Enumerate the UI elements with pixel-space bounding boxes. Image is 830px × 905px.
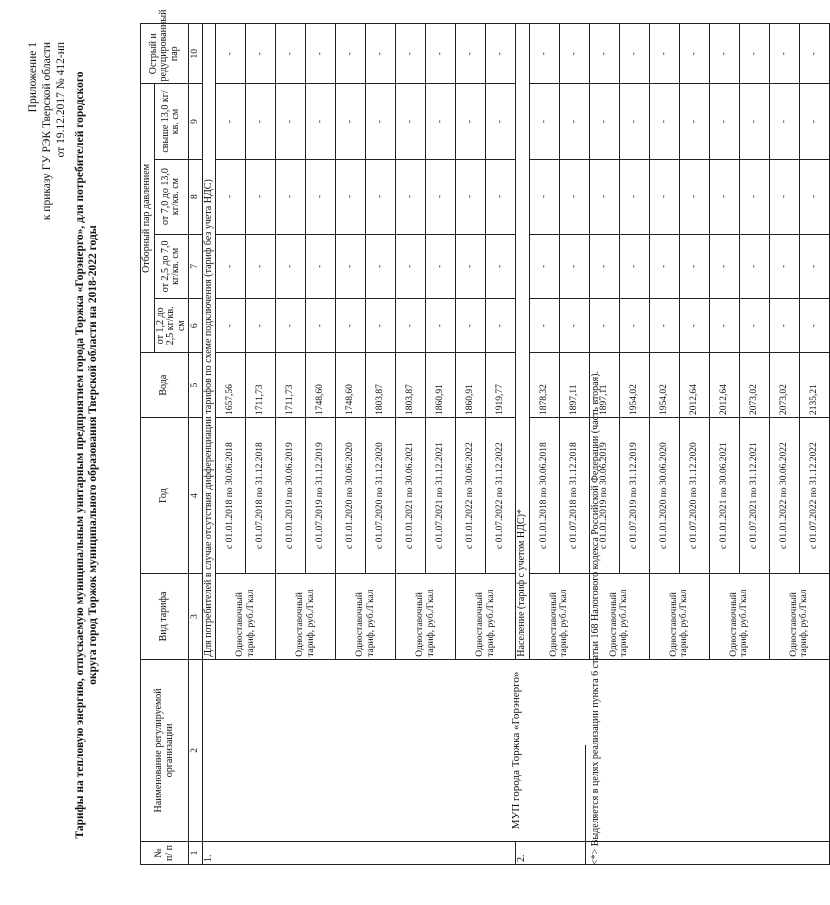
header-kind: Вид тарифа	[141, 574, 189, 659]
empty-tariff-cell: -	[649, 159, 679, 234]
water-tariff-cell: 2073,02	[739, 353, 769, 418]
tariff-kind-cell: Одноставочный тариф, руб./Гкал	[216, 574, 276, 659]
empty-tariff-cell: -	[679, 299, 709, 353]
tariff-table	[140, 9, 830, 865]
footnote-separator	[585, 745, 586, 865]
tariff-kind-cell: Одноставочный тариф, руб./Гкал	[589, 574, 649, 659]
empty-tariff-cell: -	[456, 84, 486, 159]
empty-tariff-cell: -	[276, 24, 306, 84]
empty-tariff-cell: -	[709, 84, 739, 159]
empty-tariff-cell: -	[619, 159, 649, 234]
header-sharp-steam: Острый и редуцированный пар	[141, 24, 189, 84]
empty-tariff-cell: -	[589, 299, 619, 353]
empty-tariff-cell: -	[216, 24, 246, 84]
empty-tariff-cell: -	[456, 299, 486, 353]
period-cell: с 01.07.2019 по 31.12.2019	[619, 417, 649, 573]
period-cell: с 01.07.2020 по 31.12.2020	[366, 417, 396, 573]
empty-tariff-cell: -	[306, 299, 336, 353]
empty-tariff-cell: -	[216, 159, 246, 234]
empty-tariff-cell: -	[426, 234, 456, 299]
empty-tariff-cell: -	[216, 299, 246, 353]
period-cell: с 01.07.2018 по 31.12.2018	[246, 417, 276, 573]
empty-tariff-cell: -	[619, 24, 649, 84]
column-number: 7	[189, 234, 203, 299]
empty-tariff-cell: -	[589, 159, 619, 234]
annex-block	[26, 42, 68, 220]
empty-tariff-cell: -	[769, 234, 799, 299]
organization-name: МУП города Торжка «Горэнерго»	[202, 659, 829, 841]
empty-tariff-cell: -	[426, 84, 456, 159]
tariff-kind-cell: Одноставочный тариф, руб./Гкал	[649, 574, 709, 659]
period-cell: с 01.01.2021 по 30.06.2021	[709, 417, 739, 573]
empty-tariff-cell: -	[709, 299, 739, 353]
empty-tariff-cell: -	[709, 24, 739, 84]
water-tariff-cell: 2012,64	[709, 353, 739, 418]
empty-tariff-cell: -	[366, 159, 396, 234]
empty-tariff-cell: -	[456, 159, 486, 234]
empty-tariff-cell: -	[396, 299, 426, 353]
tariff-kind-cell: Одноставочный тариф, руб./Гкал	[529, 574, 589, 659]
footnote: <*> Выделяется в целях реализации пункта 6 статьи 168 Налогового кодекса Российской Федерации (часть вторая).	[590, 370, 601, 865]
empty-tariff-cell: -	[216, 84, 246, 159]
period-cell: с 01.01.2020 по 30.06.2020	[336, 417, 366, 573]
column-number: 5	[189, 353, 203, 418]
empty-tariff-cell: -	[589, 84, 619, 159]
empty-tariff-cell: -	[336, 84, 366, 159]
empty-tariff-cell: -	[739, 159, 769, 234]
section-label: Население (тариф с учетом НДС)*	[516, 24, 530, 660]
header-org: Наименование регулируемой организации	[141, 659, 189, 841]
empty-tariff-cell: -	[246, 24, 276, 84]
empty-tariff-cell: -	[336, 24, 366, 84]
water-tariff-cell: 1711,73	[276, 353, 306, 418]
section-number: 2.	[516, 842, 830, 865]
empty-tariff-cell: -	[486, 234, 516, 299]
empty-tariff-cell: -	[396, 159, 426, 234]
empty-tariff-cell: -	[619, 234, 649, 299]
column-number: 3	[189, 574, 203, 659]
header-steam-group: Отборный пар давлением	[141, 84, 155, 353]
empty-tariff-cell: -	[739, 234, 769, 299]
tariff-kind-cell: Одноставочный тариф, руб./Гкал	[276, 574, 336, 659]
period-cell: с 01.07.2018 по 31.12.2018	[559, 417, 589, 573]
empty-tariff-cell: -	[559, 84, 589, 159]
header-pressure-1: от 1,2 до 2,5 кг/кв. см	[154, 299, 189, 353]
tariff-kind-cell: Одноставочный тариф, руб./Гкал	[396, 574, 456, 659]
water-tariff-cell: 1954,02	[619, 353, 649, 418]
empty-tariff-cell: -	[619, 299, 649, 353]
empty-tariff-cell: -	[276, 299, 306, 353]
column-number: 9	[189, 84, 203, 159]
empty-tariff-cell: -	[366, 299, 396, 353]
empty-tariff-cell: -	[529, 234, 559, 299]
empty-tariff-cell: -	[559, 234, 589, 299]
empty-tariff-cell: -	[456, 24, 486, 84]
water-tariff-cell: 1803,87	[396, 353, 426, 418]
empty-tariff-cell: -	[649, 24, 679, 84]
water-tariff-cell: 1954,02	[649, 353, 679, 418]
empty-tariff-cell: -	[529, 159, 559, 234]
tariff-kind-cell: Одноставочный тариф, руб./Гкал	[709, 574, 769, 659]
annex-line-2: к приказу ГУ РЭК Тверской области	[41, 42, 53, 221]
column-number: 4	[189, 417, 203, 573]
empty-tariff-cell: -	[649, 84, 679, 159]
empty-tariff-cell: -	[769, 84, 799, 159]
empty-tariff-cell: -	[709, 159, 739, 234]
water-tariff-cell: 1897,11	[559, 353, 589, 418]
section-number: 1.	[202, 842, 516, 865]
document-title	[74, 35, 100, 875]
empty-tariff-cell: -	[739, 84, 769, 159]
empty-tariff-cell: -	[619, 84, 649, 159]
period-cell: с 01.07.2021 по 31.12.2021	[739, 417, 769, 573]
empty-tariff-cell: -	[486, 24, 516, 84]
empty-tariff-cell: -	[336, 159, 366, 234]
period-cell: с 01.01.2018 по 30.06.2018	[529, 417, 559, 573]
empty-tariff-cell: -	[486, 84, 516, 159]
empty-tariff-cell: -	[739, 299, 769, 353]
period-cell: с 01.01.2020 по 30.06.2020	[649, 417, 679, 573]
water-tariff-cell: 1657,56	[216, 353, 246, 418]
header-water: Вода	[141, 353, 189, 418]
empty-tariff-cell: -	[679, 159, 709, 234]
empty-tariff-cell: -	[396, 84, 426, 159]
water-tariff-cell: 1748,60	[336, 353, 366, 418]
water-tariff-cell: 1711,73	[246, 353, 276, 418]
empty-tariff-cell: -	[366, 84, 396, 159]
empty-tariff-cell: -	[246, 234, 276, 299]
annex-line-3: от 19.12.2017 № 412-нп	[55, 42, 67, 158]
header-pressure-4: свыше 13,0 кг/кв. см	[154, 84, 189, 159]
water-tariff-cell: 1860,91	[456, 353, 486, 418]
column-number: 1	[189, 842, 203, 865]
empty-tariff-cell: -	[306, 84, 336, 159]
water-tariff-cell: 1897,11	[589, 353, 619, 418]
empty-tariff-cell: -	[559, 159, 589, 234]
empty-tariff-cell: -	[649, 299, 679, 353]
empty-tariff-cell: -	[799, 159, 829, 234]
empty-tariff-cell: -	[396, 24, 426, 84]
empty-tariff-cell: -	[679, 24, 709, 84]
period-cell: с 01.07.2021 по 31.12.2021	[426, 417, 456, 573]
tariff-kind-cell: Одноставочный тариф, руб./Гкал	[456, 574, 516, 659]
empty-tariff-cell: -	[246, 159, 276, 234]
empty-tariff-cell: -	[589, 24, 619, 84]
empty-tariff-cell: -	[799, 24, 829, 84]
empty-tariff-cell: -	[799, 234, 829, 299]
empty-tariff-cell: -	[486, 159, 516, 234]
empty-tariff-cell: -	[366, 234, 396, 299]
empty-tariff-cell: -	[486, 299, 516, 353]
column-number: 8	[189, 159, 203, 234]
table-body	[202, 24, 829, 865]
empty-tariff-cell: -	[769, 159, 799, 234]
water-tariff-cell: 1748,60	[306, 353, 336, 418]
empty-tariff-cell: -	[559, 24, 589, 84]
empty-tariff-cell: -	[306, 24, 336, 84]
tariff-kind-cell: Одноставочный тариф, руб./Гкал	[769, 574, 829, 659]
empty-tariff-cell: -	[679, 234, 709, 299]
water-tariff-cell: 2012,64	[679, 353, 709, 418]
empty-tariff-cell: -	[336, 299, 366, 353]
period-cell: с 01.01.2021 по 30.06.2021	[396, 417, 426, 573]
empty-tariff-cell: -	[709, 234, 739, 299]
empty-tariff-cell: -	[216, 234, 246, 299]
annex-line-1: Приложение 1	[27, 42, 39, 113]
header-pressure-2: от 2,5 до 7,0 кг/кв. см	[154, 234, 189, 299]
section-header-row	[202, 24, 216, 865]
water-tariff-cell: 2073,02	[769, 353, 799, 418]
empty-tariff-cell: -	[366, 24, 396, 84]
column-number: 10	[189, 24, 203, 84]
empty-tariff-cell: -	[739, 24, 769, 84]
period-cell: с 01.01.2019 по 30.06.2019	[276, 417, 306, 573]
period-cell: с 01.01.2018 по 30.06.2018	[216, 417, 246, 573]
column-number: 6	[189, 299, 203, 353]
period-cell: с 01.07.2020 по 31.12.2020	[679, 417, 709, 573]
empty-tariff-cell: -	[559, 299, 589, 353]
water-tariff-cell: 2135,21	[799, 353, 829, 418]
empty-tariff-cell: -	[336, 234, 366, 299]
empty-tariff-cell: -	[679, 84, 709, 159]
column-number-row	[189, 24, 203, 865]
empty-tariff-cell: -	[456, 234, 486, 299]
empty-tariff-cell: -	[306, 159, 336, 234]
title-line-1: Тарифы на тепловую энергию, отпускаемую муниципальным унитарным предприятием города Торжка «Горэнерго», для потребителей городского	[74, 71, 86, 839]
period-cell: с 01.01.2019 по 30.06.2019	[589, 417, 619, 573]
empty-tariff-cell: -	[529, 299, 559, 353]
empty-tariff-cell: -	[306, 234, 336, 299]
header-pressure-3: от 7,0 до 13,0 кг/кв. см	[154, 159, 189, 234]
water-tariff-cell: 1803,87	[366, 353, 396, 418]
period-cell: с 01.01.2022 по 30.06.2022	[769, 417, 799, 573]
column-number: 2	[189, 659, 203, 841]
period-cell: с 01.07.2022 по 31.12.2022	[799, 417, 829, 573]
empty-tariff-cell: -	[529, 24, 559, 84]
section-label: Для потребителей в случае отсутствия дифференциации тарифов по схеме подключения (тариф без учета НДС)	[202, 24, 216, 660]
empty-tariff-cell: -	[396, 234, 426, 299]
water-tariff-cell: 1919,77	[486, 353, 516, 418]
empty-tariff-cell: -	[649, 234, 679, 299]
empty-tariff-cell: -	[799, 84, 829, 159]
empty-tariff-cell: -	[276, 84, 306, 159]
header-year: Год	[141, 417, 189, 573]
title-line-2: округа город Торжок муниципального образования Тверской области на 2018-2022 годы	[87, 225, 99, 685]
water-tariff-cell: 1860,91	[426, 353, 456, 418]
empty-tariff-cell: -	[529, 84, 559, 159]
empty-tariff-cell: -	[276, 234, 306, 299]
empty-tariff-cell: -	[246, 84, 276, 159]
empty-tariff-cell: -	[276, 159, 306, 234]
period-cell: с 01.07.2022 по 31.12.2022	[486, 417, 516, 573]
tariff-kind-cell: Одноставочный тариф, руб./Гкал	[336, 574, 396, 659]
empty-tariff-cell: -	[589, 234, 619, 299]
header-num: № п/ п	[141, 842, 189, 865]
empty-tariff-cell: -	[769, 299, 799, 353]
period-cell: с 01.01.2022 по 30.06.2022	[456, 417, 486, 573]
empty-tariff-cell: -	[426, 299, 456, 353]
empty-tariff-cell: -	[426, 24, 456, 84]
period-cell: с 01.07.2019 по 31.12.2019	[306, 417, 336, 573]
water-tariff-cell: 1878,32	[529, 353, 559, 418]
empty-tariff-cell: -	[769, 24, 799, 84]
empty-tariff-cell: -	[246, 299, 276, 353]
empty-tariff-cell: -	[799, 299, 829, 353]
empty-tariff-cell: -	[426, 159, 456, 234]
